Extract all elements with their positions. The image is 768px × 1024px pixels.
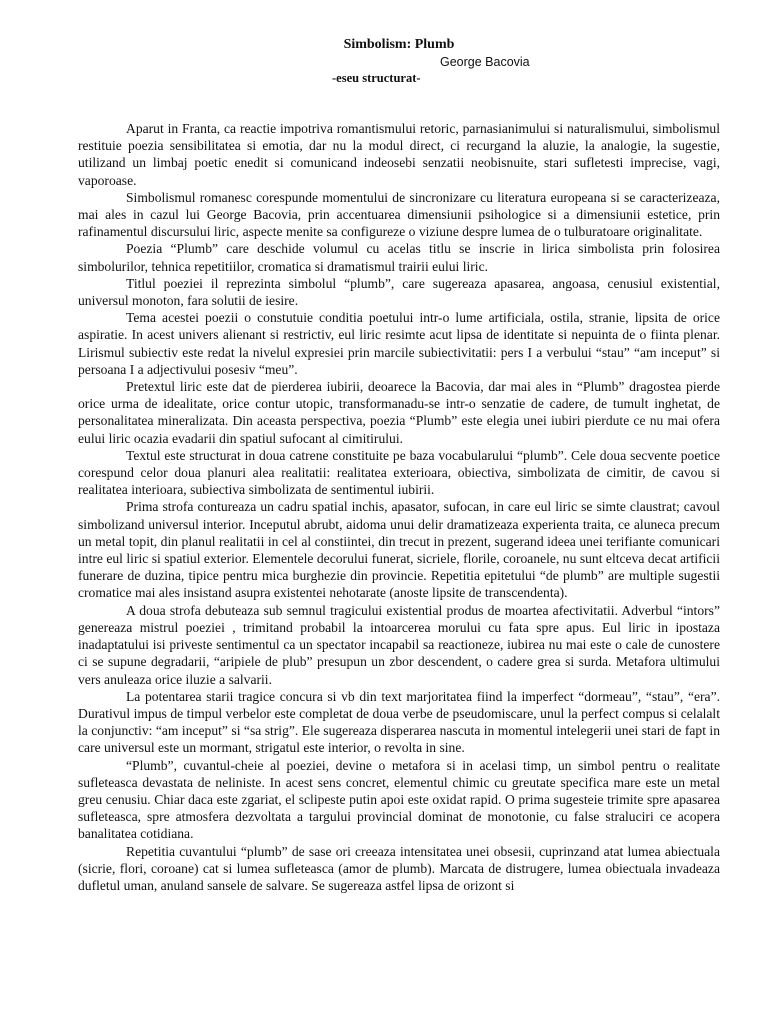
paragraph: Textul este structurat in doua catrene constituite pe baza vocabularului “plumb”. Cele doua secvente poetice corespund celor doua planuri alea realitatii: realitatea exterioara, obiectiva, simbolizata de cimitir, de cavou si realitatea interioara, subiectiva simbolizata de sentimentul iubirii.: [78, 447, 720, 498]
paragraph: “Plumb”, cuvantul-cheie al poeziei, devine o metafora si in acelasi timp, un simbol pentru o realitate sufleteasca devastata de neliniste. In acest sens concret, elementul chimic cu greutate specifica mare este un metal greu cenusiu. Chiar daca este zgariat, el sclipeste putin apoi este oxidat rapid. O prima sugesteie trimite spre apasarea sufleteasca, spre atmosfera dezvoltata a targului provincial dominat de monotonie, cu false straluciri ce acopera banalitatea cotidiana.: [78, 757, 720, 842]
paragraph: Pretextul liric este dat de pierderea iubirii, deoarece la Bacovia, dar mai ales in “Plumb” dragostea pierde orice urma de idealitate, orice contur utopic, transformanadu-se intr-o senzatie de cadere, de tumult inghetat, de personalitatea mineralizata. Din aceasta perspectiva, poezia “Plumb” este elegia unei iubiri pierdute ce nu mai ofera eului liric ocazia evadarii din spatiul sufocant al cimitirului.: [78, 379, 720, 446]
paragraph: Repetitia cuvantului “plumb” de sase ori creeaza intensitatea unei obsesii, cuprinzand atat lumea abiectuala (sicrie, flori, coroane) cat si lumea sufleteasca (amor de plumb). Marcata de distrugere, lumea obiectuala invadeaza dufletul uman, anuland sansele de salvare. Se sugereaza astfel lipsa de orizont si: [78, 843, 720, 893]
paragraph: La potentarea starii tragice concura si vb din text marjoritatea fiind la imperfect “dormeau”, “stau”, “era”. Durativul impus de timpul verbelor este completat de doua verbe de pseudomiscare, unul la perfect compus si celalalt la conjunctiv: “am inceput” si “sa strig”. Ele sugereaza disperarea nascuta in momentul intelegerii unei stari de fapt in care universul este un mormant, strigatul este interior, o revolta in sine.: [78, 688, 720, 756]
document-title: Simbolism: Plumb: [343, 37, 455, 52]
paragraph: Prima strofa contureaza un cadru spatial inchis, apasator, sufocan, in care eul liric se simte claustrat; cavoul simbolizand universul interior. Inceputul abrubt, aidoma unui delir dramatizeaza experienta traita, ce aluneca precum un metal topit, din planul realitatii in cel al constiintei, din trecut in prezent, sugerand ideea unei terifiante comunicari intre eul liric si spatiul exterior. Elementele decorului funerat, sicriele, florile, coroanele, nu sunt eltceva decat artificii funerare de duzina, tipice pentru mica burghezie din provincie. Repetitia epitetului “de plumb” are multiple sugestii cromatice mai ales insistand asupra existentei nehotarate (anoste lipsite de transcendenta).: [78, 499, 720, 601]
document-body: [78, 120, 720, 894]
paragraph: A doua strofa debuteaza sub semnul tragicului existential produs de moartea afectivitatii. Adverbul “intors” genereaza mistrul poeziei , trimitand probabil la intoarcerea morului cu fata spre apus. Eul liric in ipostaza inadaptatului isi priveste sentimentul ca un spectator incapabil sa reactioneze, iubirea nu mai este o cale de cunostere ci se supune degradarii, “aripiele de plub” presupun un zbor descendent, o cadere grea si surda. Metafora ultimului vers anuleaza orice iluzie a salvarii.: [78, 602, 720, 687]
paragraph: Aparut in Franta, ca reactie impotriva romantismului retoric, parnasianimului si naturalismului, simbolismul restituie poezia sensibilitatea si emotia, dar nu la modul direct, ci recurgand la aluzie, la analogie, la sugestie, utilizand un limbaj poetic enedit si comunicand indeosebi senzatii neobisnuite, stari sufletesti imprecise, vagi, vaporoase.: [78, 121, 720, 188]
paragraph: Titlul poeziei il reprezinta simbolul “plumb”, care sugereaza apasarea, angoasa, cenusiul existential, universul monoton, fara solutii de iesire.: [78, 275, 720, 309]
document-page: [78, 36, 720, 894]
document-author: George Bacovia: [440, 55, 530, 69]
paragraph: Simbolismul romanesc corespunde momentului de sincronizare cu literatura europeana si se caracterizeaza, mai ales in cazul lui George Bacovia, prin accentuarea dimensiunii psihologice si a dimensiunii estetice, prin rafinamentul discursului liric, aspecte menite sa configureze o viziune despre lumea de o tulburatoare originalitate.: [78, 189, 720, 240]
paragraph: Tema acestei poezii o constutuie conditia poetului intr-o lume artificiala, ostila, stranie, lipsita de orice aspiratie. In acest univers alienant si restrictiv, eul liric resimte acut lipsa de identitate si nepuinta de o fiinta plenar. Lirismul subiectiv este redat la nivelul expresiei prin marcile subiectivitatii: pers I a verbului “stau” “am inceput” si persoana I a adjectivului posesiv “meu”.: [78, 310, 720, 377]
paragraph: Poezia “Plumb” care deschide volumul cu acelas titlu se inscrie in lirica simbolista prin folosirea simbolurilor, tehnica repetitiilor, cromatica si dramatismul trairii eului liric.: [78, 241, 720, 274]
document-subtitle: -eseu structurat-: [332, 71, 421, 85]
